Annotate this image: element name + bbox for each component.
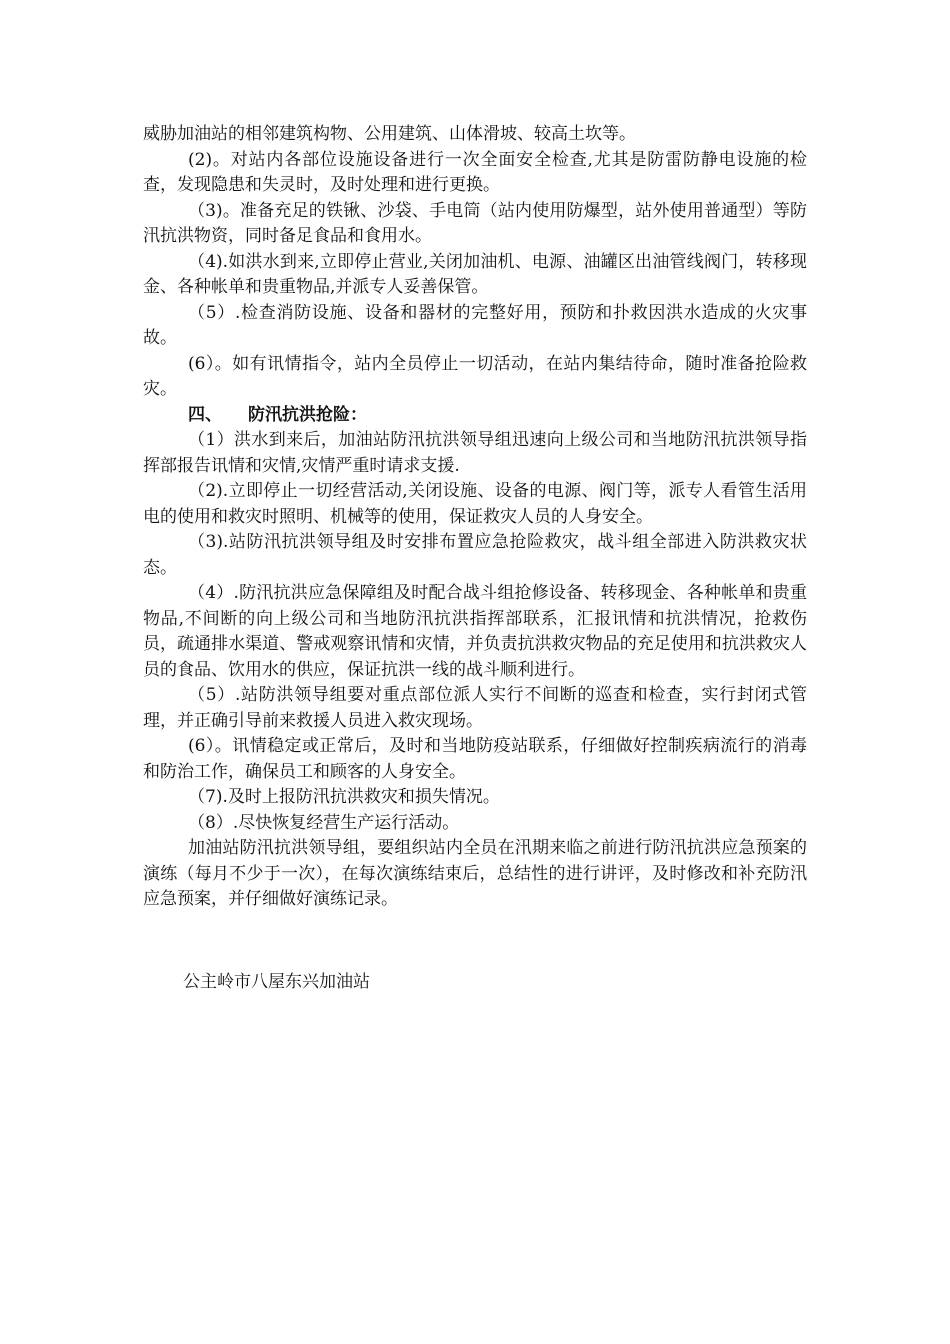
- paragraph: （2).立即停止一切经营活动,关闭设施、设备的电源、阀门等，派专人看管生活用电的使用和救灾时照明、机械等的使用，保证救灾人员的人身安全。: [143, 481, 807, 527]
- section-number: 四、: [188, 404, 222, 425]
- paragraph: （4）.防汛抗洪应急保障组及时配合战斗组抢修设备、转移现金、各种帐单和贵重物品,不间断的向上级公司和当地防汛抗洪指挥部联系，汇报讯情和抗洪情况，抢救伤员，疏通排水渠道、警戒观察讯情和灾情，并负责抗洪救灾物品的充足使用和抗洪救灾人员的食品、饮用水的供应，保证抗洪一线的战斗顺利进行。: [143, 583, 807, 680]
- paragraph: （3)。准备充足的铁锹、沙袋、手电筒（站内使用防爆型，站外使用普通型）等防汛抗洪物资，同时备足食品和食用水。: [143, 200, 807, 246]
- paragraph: （4).如洪水到来,立即停止营业,关闭加油机、电源、油罐区出油管线阀门，转移现金、各种帐单和贵重物品,并派专人妥善保管。: [143, 251, 807, 297]
- paragraph: （5）.站防洪领导组要对重点部位派人实行不间断的巡查和检查，实行封闭式管理，并正确引导前来救援人员进入救灾现场。: [143, 685, 807, 731]
- paragraph: (2)。对站内各部位设施设备进行一次全面安全检查,尤其是防雷防静电设施的检查，发现隐患和失灵时，及时处理和进行更换。: [143, 149, 807, 195]
- paragraph: (6）。如有讯情指令，站内全员停止一切活动，在站内集结待命，随时准备抢险救灾。: [143, 353, 807, 399]
- paragraph: (6）。讯情稳定或正常后，及时和当地防疫站联系，仔细做好控制疾病流行的消毒和防治工作，确保员工和顾客的人身安全。: [143, 736, 807, 782]
- paragraph: （7).及时上报防汛抗洪救灾和损失情况。: [188, 787, 500, 807]
- paragraph: 加油站防汛抗洪领导组，要组织站内全员在汛期来临之前进行防汛抗洪应急预案的演练（每月不少于一次），在每次演练结束后，总结性的进行讲评，及时修改和补充防汛应急预案，并仔细做好演练记录。: [143, 838, 807, 909]
- paragraph: 威胁加油站的相邻建筑构物、公用建筑、山体滑坡、较高土坎等。: [143, 124, 636, 144]
- signature: 公主岭市八屋东兴加油站: [183, 972, 370, 992]
- paragraph: （8）.尽快恢复经营生产运行活动。: [188, 812, 460, 833]
- paragraph: （5）.检查消防设施、设备和器材的完整好用，预防和扑救因洪水造成的火灾事故。: [143, 302, 807, 348]
- section-title: 防汛抗洪抢险：: [248, 404, 367, 425]
- document-body: [143, 122, 807, 913]
- paragraph: （3).站防汛抗洪领导组及时安排布置应急抢险救灾，战斗组全部进入防洪救灾状态。: [143, 532, 807, 578]
- paragraph: （1）洪水到来后，加油站防汛抗洪领导组迅速向上级公司和当地防汛抗洪领导指挥部报告讯情和灾情,灾情严重时请求支援.: [143, 430, 807, 476]
- section-heading: [143, 403, 807, 429]
